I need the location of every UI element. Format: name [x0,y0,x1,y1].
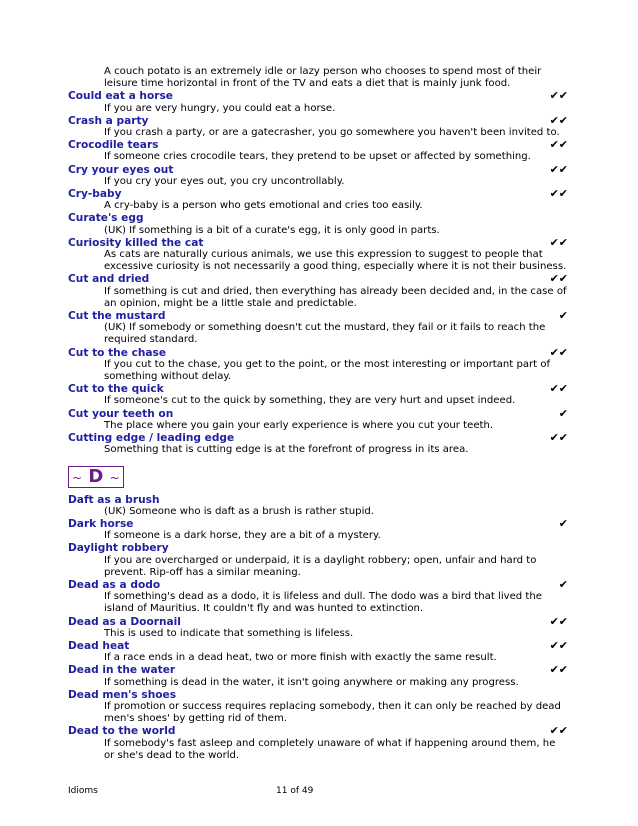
idiom-definition: If somebody's fast asleep and completely unaware of what if happening around them, he or she's dead to the world. [104,737,556,761]
idiom-entry [68,616,568,640]
tilde-right: ~ [109,470,120,485]
idiom-entry [68,408,568,432]
idiom-term-text: Crash a party [68,114,149,127]
checkmark-icon: ✔✔ [549,638,568,652]
idiom-entry [68,664,568,688]
idiom-definition: A cry-baby is a person who gets emotional and cries too easily. [104,200,423,212]
idiom-term-text: Cut to the quick [68,383,164,396]
idiom-entry [68,347,568,384]
idiom-entry [68,542,568,579]
idiom-entry [68,640,568,664]
idiom-term [68,237,568,249]
idiom-definition: If someone cries crocodile tears, they pretend to be upset or affected by something. [104,151,531,163]
checkmark-icon: ✔ [558,516,568,530]
idiom-definition: If promotion or success requires replacing somebody, then it can only be reached by dead men's shoes' by getting rid of them. [104,700,561,725]
idiom-definition: If someone is a dark horse, they are a bit of a mystery. [104,530,381,542]
checkmark-icon: ✔✔ [549,663,568,677]
idiom-definition: As cats are naturally curious animals, we use this expression to suggest to people that excessive curiosity is not necessarily a good thing, especially where it is not their business. [104,249,567,273]
idiom-definition: If someone's cut to the quick by something, they are very hurt and upset indeed. [104,395,516,407]
idiom-definition: If you are very hungry, you could eat a horse. [104,102,336,114]
checkmark-icon: ✔✔ [549,724,568,738]
idiom-entry [68,90,568,114]
section-heading-d [68,466,124,488]
idiom-entry [68,432,568,456]
idiom-entry [68,725,568,762]
idiom-definition: If you are overcharged or underpaid, it is a daylight robbery; open, unfair and hard to prevent. Rip-off has a similar meaning. [104,554,537,578]
idiom-term-text: Cut and dried [68,273,150,286]
idiom-term-text: Dead as a Doornail [68,615,181,628]
checkmark-icon: ✔ [558,406,568,420]
idiom-definition: (UK) If something is a bit of a curate's egg, it is only good in parts. [104,224,440,236]
idiom-term [68,310,568,322]
idiom-term [68,164,568,176]
idiom-term [68,432,568,444]
idiom-definition: If a race ends in a dead heat, two or more finish with exactly the same result. [104,652,497,664]
entries-c-list [68,90,568,456]
idiom-term [68,725,568,737]
document-page [68,66,568,762]
checkmark-icon: ✔✔ [549,113,568,127]
idiom-entry [68,237,568,274]
checkmark-icon: ✔✔ [549,382,568,396]
idiom-definition: If something is cut and dried, then everything has already been decided and, in the case of an opinion, might be a little stale and predictable. [104,285,567,309]
idiom-definition: (UK) If somebody or something doesn't cut the mustard, they fail or it fails to reach the required standard. [104,322,546,346]
checkmark-icon: ✔✔ [549,187,568,201]
idiom-term-text: Curiosity killed the cat [68,236,204,249]
idiom-term-text: Dead men's shoes [68,688,177,701]
idiom-term-text: Dark horse [68,517,134,530]
idiom-term-text: Daylight robbery [68,542,169,555]
checkmark-icon: ✔✔ [549,89,568,103]
idiom-term-text: Cutting edge / leading edge [68,432,235,445]
idiom-term [68,188,568,200]
idiom-entry [68,494,568,518]
idiom-term-text: Cut to the chase [68,346,167,359]
checkmark-icon: ✔ [558,577,568,591]
intro-definition: A couch potato is an extremely idle or lazy person who chooses to spend most of their leisure time horizontal in front of the TV and eats a diet that is mainly junk food. [104,66,542,90]
checkmark-icon: ✔✔ [549,272,568,286]
idiom-term [68,518,568,530]
idiom-term-text: Could eat a horse [68,90,173,103]
idiom-term-text: Dead heat [68,639,130,652]
checkmark-icon: ✔✔ [549,138,568,152]
idiom-term-text: Curate's egg [68,212,144,225]
idiom-term [68,494,568,506]
idiom-entry [68,579,568,616]
idiom-term [68,90,568,102]
idiom-definition: If you cut to the chase, you get to the point, or the most interesting or important part of something without delay. [104,358,551,383]
checkmark-icon: ✔✔ [549,235,568,249]
idiom-term-text: Crocodile tears [68,139,159,152]
idiom-term [68,347,568,359]
idiom-definition: If something is dead in the water, it isn't going anywhere or making any progress. [104,676,519,688]
idiom-entry [68,139,568,163]
idiom-term [68,212,568,224]
checkmark-icon: ✔✔ [549,431,568,445]
idiom-term [68,115,568,127]
checkmark-icon: ✔ [558,309,568,323]
tilde-left: ~ [72,470,83,485]
idiom-term [68,383,568,395]
idiom-entry [68,115,568,139]
idiom-term [68,542,568,554]
idiom-term-text: Daft as a brush [68,493,160,506]
entries-d-list [68,494,568,762]
footer-page-number: 11 of 49 [276,786,314,796]
idiom-term [68,579,568,591]
checkmark-icon: ✔✔ [549,162,568,176]
footer-title: Idioms [68,786,98,796]
idiom-term [68,689,568,701]
idiom-term-text: Dead as a dodo [68,578,161,591]
idiom-term [68,616,568,628]
idiom-entry [68,273,568,310]
idiom-definition: If you crash a party, or are a gatecrasher, you go somewhere you haven't been invited to. [104,127,560,139]
idiom-term [68,664,568,676]
idiom-definition: If something's dead as a dodo, it is lifeless and dull. The dodo was a bird that lived the island of Mauritius. It couldn't fly and was hunted to extinction. [104,591,542,615]
idiom-entry [68,518,568,542]
idiom-definition: Something that is cutting edge is at the forefront of progress in its area. [104,444,469,456]
idiom-term-text: Dead to the world [68,725,176,738]
idiom-entry [68,188,568,212]
idiom-term [68,640,568,652]
idiom-term-text: Dead in the water [68,664,176,677]
idiom-definition: (UK) Someone who is daft as a brush is rather stupid. [104,505,374,517]
idiom-definition: This is used to indicate that something is lifeless. [104,627,354,639]
idiom-term-text: Cry your eyes out [68,163,174,176]
idiom-entry [68,212,568,236]
checkmark-icon: ✔✔ [549,345,568,359]
idiom-term [68,408,568,420]
checkmark-icon: ✔✔ [549,614,568,628]
idiom-entry [68,310,568,347]
idiom-entry [68,383,568,407]
section-letter: D [88,465,104,487]
idiom-term-text: Cry-baby [68,188,122,201]
idiom-entry [68,689,568,726]
idiom-term-text: Cut your teeth on [68,407,174,420]
idiom-definition: If you cry your eyes out, you cry uncontrollably. [104,175,345,187]
idiom-definition: The place where you gain your early experience is where you cut your teeth. [104,419,494,431]
idiom-term [68,139,568,151]
idiom-term-text: Cut the mustard [68,310,166,323]
idiom-entry [68,164,568,188]
idiom-term [68,273,568,285]
